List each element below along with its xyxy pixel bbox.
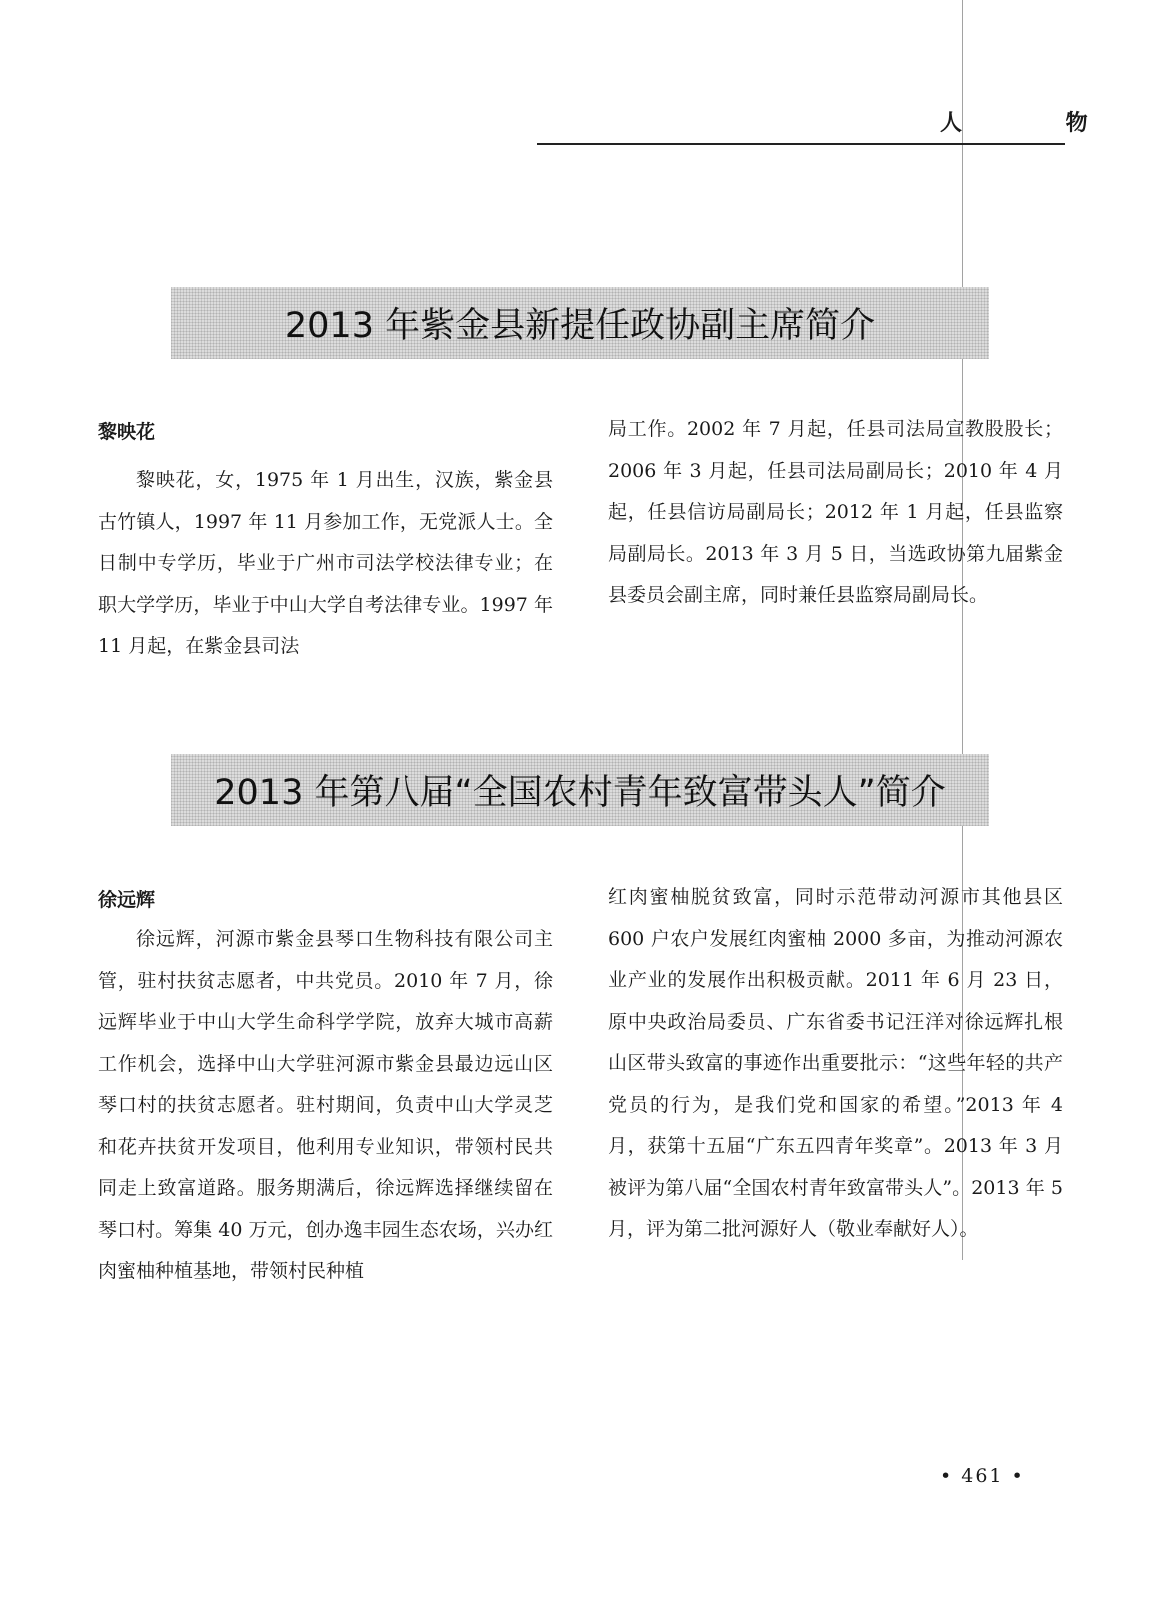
section-title-banner: 2013 年第八届“全国农村青年致富带头人”简介 xyxy=(171,754,989,826)
bio-column-left: 徐远辉，河源市紫金县琴口生物科技有限公司主管，驻村扶贫志愿者，中共党员。2010 年 7 月，徐远辉毕业于中山大学生命科学学院，放弃大城市高薪工作机会，选择中山大学驻河源市紫金县最边远山区琴口村的扶贫志愿者。驻村期间，负责中山大学灵芝和花卉扶贫开发项目，他利用专业知识，带领村民共同走上致富道路。服务期满后，徐远辉选择继续留在琴口村。筹集 40 万元，创办逸丰园生态农场，兴办红肉蜜柚种植基地，带领村民种植 xyxy=(98,928,553,1282)
header-rule xyxy=(537,143,1065,145)
bio-column-left: 黎映花，女，1975 年 1 月出生，汉族，紫金县古竹镇人，1997 年 11 月参加工作，无党派人士。全日制中专学历，毕业于广州市司法学校法律专业；在职大学学历，毕业于中山大学自考法律专业。1997 年 11 月起，在紫金县司法 xyxy=(98,469,553,657)
person-name: 徐远辉 xyxy=(98,889,156,911)
person-name: 黎映花 xyxy=(98,421,156,443)
bio-column-right: 局工作。2002 年 7 月起，任县司法局宣教股股长；2006 年 3 月起，任县司法局副局长；2010 年 4 月起，任县信访局副局长；2012 年 1 月起，任县监察局副局长。2013 年 3 月 5 日，当选政协第九届紫金县委员会副主席，同时兼任县监察局副局长。 xyxy=(608,418,1063,606)
section-title-banner: 2013 年紫金县新提任政协副主席简介 xyxy=(171,287,989,359)
bio-column-right: 红肉蜜柚脱贫致富，同时示范带动河源市其他县区 600 户农户发展红肉蜜柚 2000 多亩，为推动河源农业产业的发展作出积极贡献。2011 年 6 月 23 日，原中央政治局委员、广东省委书记汪洋对徐远辉扎根山区带头致富的事迹作出重要批示：“这些年轻的共产党员的行为，是我们党和国家的希望。”2013 年 4 月，获第十五届“广东五四青年奖章”。2013 年 3 月被评为第八届“全国农村青年致富带头人”。2013 年 5 月，评为第二批河源好人（敬业奉献好人）。 xyxy=(608,886,1063,1240)
running-header: 人 物 xyxy=(940,110,1136,136)
page-number: • 461 • xyxy=(940,1465,1025,1487)
